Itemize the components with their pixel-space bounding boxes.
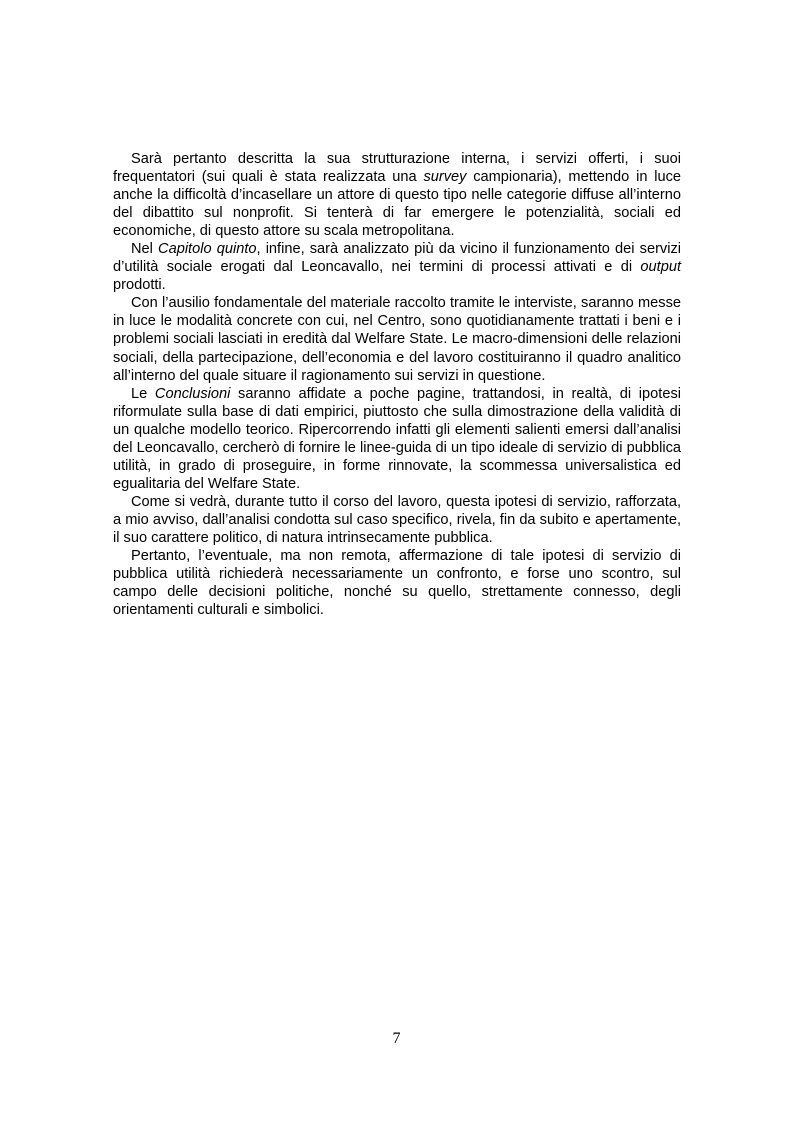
- paragraph-6-run-1: Pertanto, l’eventuale, ma non remota, affermazione di tale ipotesi di servizio di pubblica utilità richiederà necessariamente un confronto, e forse uno scontro, sul campo delle decisioni politiche, nonché su quello, strettamente connesso, degli orientamenti culturali e simbolici.: [113, 548, 681, 619]
- paragraph-1: [113, 150, 681, 240]
- paragraph-2-run-5: prodotti.: [113, 277, 166, 294]
- paragraph-2-run-2: Capitolo quinto: [158, 241, 257, 258]
- paragraph-2: [113, 240, 681, 294]
- paragraph-2-run-3: , infine, sarà analizzato più da vicino il funzionamento dei servizi d’utilità sociale erogati dal Leoncavallo, nei termini di processi attivati e di: [113, 241, 682, 276]
- paragraph-5-run-1: Come si vedrà, durante tutto il corso del lavoro, questa ipotesi di servizio, rafforzata, a mio avviso, dall’analisi condotta sul caso specifico, rivela, fin da subito e apertamente, il suo carattere politico, di natura intrinsecamente pubblica.: [113, 493, 681, 546]
- paragraph-3-run-1: Con l’ausilio fondamentale del materiale raccolto tramite le interviste, saranno messe in luce le modalità concrete con cui, nel Centro, sono quotidianamente trattati i beni e i problemi sociali lasciati in eredità dal Welfare State. Le macro-dimensioni delle relazioni sociali, della partecipazione, dell’economia e del lavoro costituiranno il quadro analitico all’interno del quale situare il ragionamento sui servizi in questione.: [113, 295, 681, 384]
- paragraph-4-run-2: Conclusioni: [154, 385, 231, 402]
- paragraph-6: [113, 547, 681, 619]
- paragraph-1-run-1: Sarà pertanto descritta la sua strutturazione interna, i servizi offerti, i suoi frequentatori (sui quali è stata realizzata una: [113, 151, 681, 186]
- paragraph-3: [113, 294, 681, 384]
- body-text: [113, 150, 681, 619]
- page-number: 7: [392, 1030, 401, 1047]
- paragraph-4-run-3: saranno affidate a poche pagine, trattandosi, in realtà, di ipotesi riformulate sulla base di dati empirici, piuttosto che sulla dimostrazione della validità di un qualche modello teorico. Ripercorrendo infatti gli elementi salienti emersi dall’analisi del Leoncavallo, cercherò di fornire le linee-guida di un tipo ideale di servizio di pubblica utilità, in grado di proseguire, in forme rinnovate, la scommessa universalistica ed egualitaria del Welfare State.: [113, 385, 681, 492]
- paragraph-2-run-1: Nel: [131, 241, 159, 258]
- paragraph-2-run-4: output: [640, 259, 681, 276]
- paragraph-4: [113, 385, 681, 493]
- paragraph-5: [113, 493, 681, 547]
- paragraph-1-run-2: survey: [423, 169, 467, 186]
- paragraph-1-run-3: campionaria), mettendo in luce anche la difficoltà d’incasellare un attore di questo tipo nelle categorie diffuse all’interno del dibattito sul nonprofit. Si tenterà di far emergere le potenzialità, sociali ed economiche, di questo attore su scala metropolitana.: [113, 169, 682, 240]
- paragraph-4-run-1: Le: [131, 385, 155, 402]
